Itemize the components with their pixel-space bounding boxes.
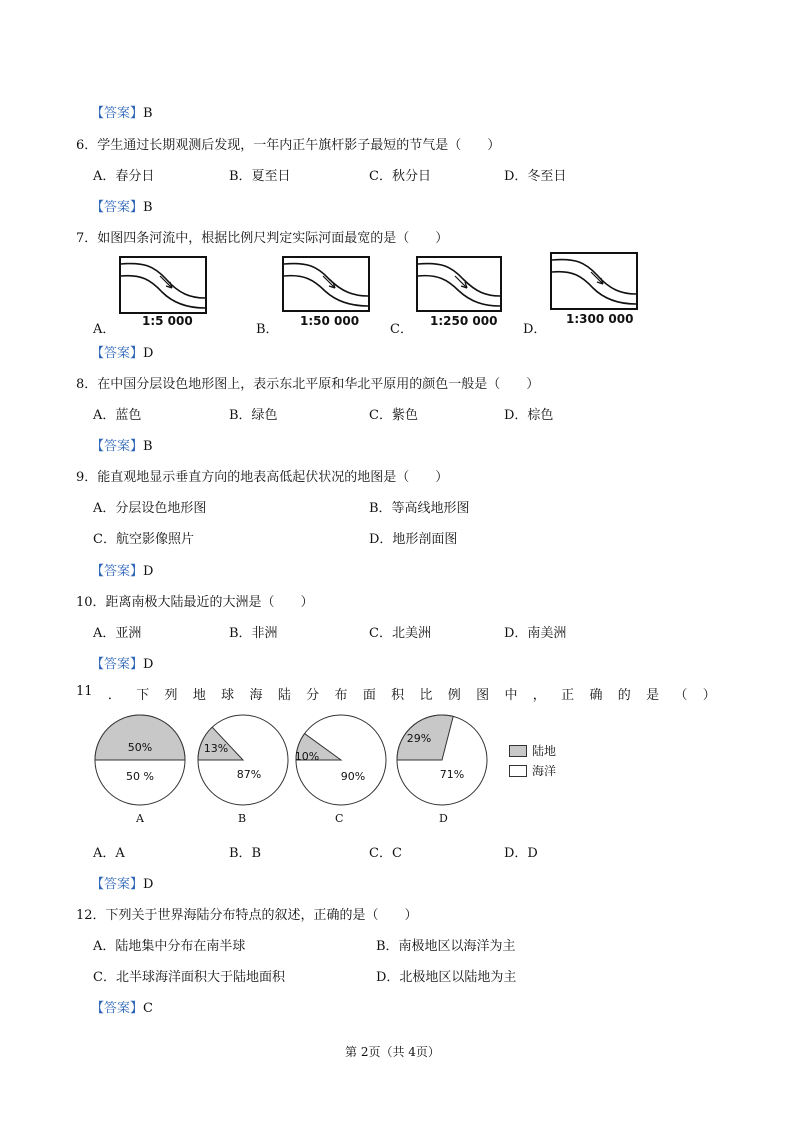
pie-caption-d: D [439,812,448,825]
q9-option-a: A．分层设色地形图 [93,501,207,516]
river-map-d [550,252,638,310]
q7-option-d-letter: D． [523,322,547,337]
q8-option-d: D．棕色 [504,408,554,423]
answer-q6 [91,196,153,215]
q9-option-c: C．航空影像照片 [93,532,194,547]
answer-label: 【答案】 [91,200,144,215]
pie-land-label-a: 50% [127,741,153,754]
answer-label: 【答案】 [91,106,144,121]
q6-option-a: A．春分日 [93,169,155,184]
q11-option-c: C．C [369,846,402,861]
q12-option-d: D．北极地区以陆地为主 [376,970,517,985]
q6-option-c: C．秋分日 [369,169,431,184]
legend-label-land: 陆地 [532,744,557,758]
stem-char: 分 [306,688,320,703]
question-9-stem: 9．能直观地显示垂直方向的地表高低起伏状况的地图是（ ） [76,470,449,485]
q12-option-a: A．陆地集中分布在南半球 [93,939,246,954]
river-map-b [282,256,370,312]
q10-option-c: C．北美洲 [369,626,431,641]
stem-char: 陆 [277,688,291,703]
question-11-stem [76,684,716,703]
answer-value: B [143,439,153,454]
stem-char: 图 [476,688,490,703]
q7-option-c-letter: C． [390,322,413,337]
pie-caption-a: A [136,812,144,825]
q7-scale-d: 1:300 000 [566,312,634,326]
stem-char: 下 [136,688,150,703]
stem-char: 中 [504,688,518,703]
stem-char: 布 [334,688,348,703]
q6-option-b: B．夏至日 [229,169,291,184]
question-7-stem: 7．如图四条河流中，根据比例尺判定实际河面最宽的是（ ） [76,231,449,246]
pie-caption-b: B [238,812,247,825]
stem-char: 例 [447,688,461,703]
stem-char: ） [702,688,716,703]
q10-option-b: B．非洲 [229,626,278,641]
answer-label: 【答案】 [91,1001,144,1016]
river-map-a [119,256,207,314]
page-footer: 第 2页（共 4页） [345,1045,440,1059]
stem-char: 面 [362,688,376,703]
answer-q10 [91,653,153,672]
q12-option-b: B．南极地区以海洋为主 [376,939,516,954]
stem-char: 确 [589,688,603,703]
q6-option-d: D．冬至日 [504,169,567,184]
stem-char: 球 [221,688,235,703]
answer-value: D [143,877,154,892]
stem-char: 列 [164,688,178,703]
question-6-stem: 6．学生通过长期观测后发现，一年内正午旗杆影子最短的节气是（ ） [76,138,501,153]
stem-char: 正 [561,688,575,703]
q11-option-d: D．D [504,846,538,861]
answer-q8 [91,435,153,454]
answer-value: B [143,106,153,121]
legend-swatch-ocean [509,765,527,777]
pie-ocean-label-c: 90% [340,770,366,783]
q12-option-c: C．北半球海洋面积大于陆地面积 [93,970,285,985]
q8-option-a: A．蓝色 [93,408,142,423]
stem-char: ， [532,688,546,703]
answer-q11 [91,873,153,892]
answer-value: C [143,1001,153,1016]
stem-char: 的 [617,688,631,703]
question-10-stem: 10．距离南极大陆最近的大洲是（ ） [76,595,314,610]
answer-value: D [143,564,154,579]
answer-value: B [143,200,153,215]
answer-value: D [143,657,154,672]
answer-label: 【答案】 [91,346,144,361]
q7-scale-b: 1:50 000 [300,314,360,328]
answer-q7 [91,342,153,361]
legend-swatch-land [509,745,527,757]
question-12-stem: 12．下列关于世界海陆分布特点的叙述，正确的是（ ） [76,908,418,923]
q10-option-a: A．亚洲 [93,626,142,641]
stem-char: 海 [249,688,263,703]
q8-option-b: B．绿色 [229,408,278,423]
q7-scale-c: 1:250 000 [430,314,498,328]
pie-ocean-label-a: 50 % [126,770,154,783]
answer-label: 【答案】 [91,877,144,892]
q7-scale-a: 1:5 000 [142,314,193,328]
answer-q5 [91,102,153,121]
answer-label: 【答案】 [91,564,144,579]
q7-option-b-letter: B． [256,322,279,337]
pie-land-label-c: 10% [294,750,320,763]
q11-option-a: A．A [93,846,125,861]
stem-char: 是 [646,688,660,703]
answer-label: 【答案】 [91,439,144,454]
q9-option-d: D．地形剖面图 [369,532,458,547]
stem-char: 比 [419,688,433,703]
q10-option-d: D．南美洲 [504,626,567,641]
land-ocean-pie-charts [90,712,465,822]
pie-caption-c: C [335,812,344,825]
answer-q12 [91,997,153,1016]
stem-char: 积 [391,688,405,703]
q11-option-b: B．B [229,846,262,861]
answer-value: D [143,346,154,361]
stem-char: ． [107,688,121,703]
pie-ocean-label-d: 71% [439,768,465,781]
q7-option-a-letter: A． [93,322,116,337]
pie-land-label-b: 13% [203,742,229,755]
question-8-stem: 8．在中国分层设色地形图上，表示东北平原和华北平原用的颜色一般是（ ） [76,377,540,392]
stem-char: （ [674,688,688,703]
stem-char: 地 [192,688,206,703]
river-map-c [416,256,502,312]
pie-land-label-d: 29% [406,732,432,745]
pie-ocean-label-b: 87% [236,768,262,781]
answer-q9 [91,560,153,579]
answer-label: 【答案】 [91,657,144,672]
legend-label-ocean: 海洋 [532,764,557,778]
q8-option-c: C．紫色 [369,408,418,423]
stem-char: 11 [76,684,93,699]
q9-option-b: B．等高线地形图 [369,501,470,516]
